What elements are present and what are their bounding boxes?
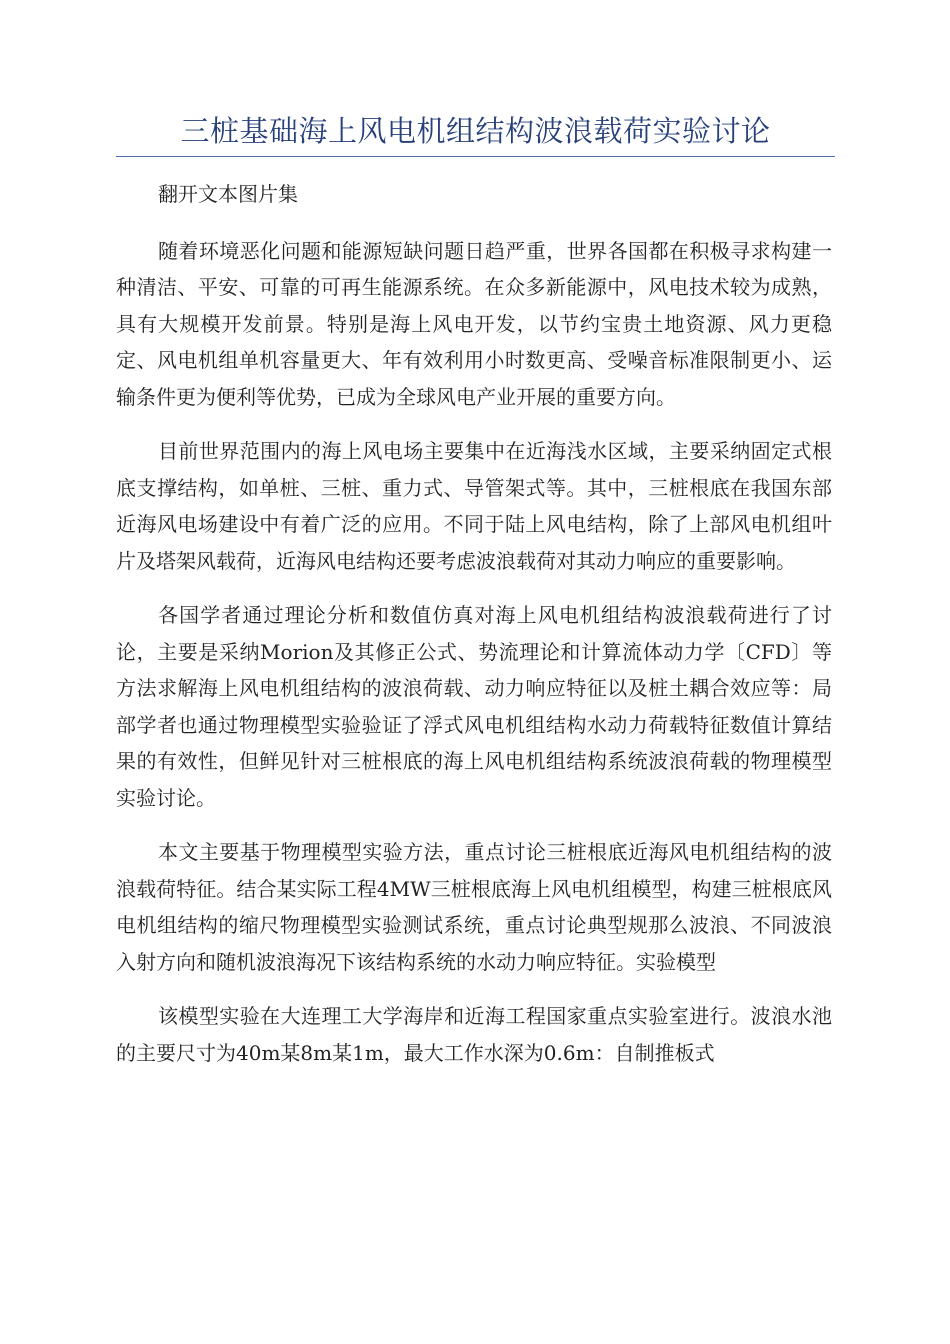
paragraph-experiment-setup: 该模型实验在大连理工大学海岸和近海工程国家重点实验室进行。波浪水池的主要尺寸为40m某8m某1m，最大工作水深为0.6m：自制推板式: [116, 1004, 832, 1065]
document-title: 三桩基础海上风电机组结构波浪载荷实验讨论: [180, 114, 771, 148]
paragraph-research-review: 各国学者通过理论分析和数值仿真对海上风电机组结构波浪载荷进行了讨论，主要是采纳Morion及其修正公式、势流理论和计算流体动力学〔CFD〕等方法求解海上风电机组结构的波浪荷载、动力响应特征以及桩土耦合效应等：局部学者也通过物理模型实验验证了浮式风电机组结构水动力荷载特征数值计算结果的有效性，但鲜见针对三桩根底的海上风电机组结构系统波浪荷载的物理模型实验讨论。: [116, 603, 832, 810]
title-block: [116, 108, 835, 157]
paragraph-background: 随着环境恶化问题和能源短缺问题日趋严重，世界各国都在积极寻求构建一种清洁、平安、可靠的可再生能源系统。在众多新能源中，风电技术较为成熟，具有大规模开发前景。特别是海上风电开发，以节约宝贵土地资源、风力更稳定、风电机组单机容量更大、年有效利用小时数更高、受噪音标准限制更小、运输条件更为便利等优势，已成为全球风电产业开展的重要方向。: [116, 238, 832, 409]
paragraph-image-collection-link: 翻开文本图片集: [158, 182, 298, 206]
document-body: [116, 176, 832, 1089]
paragraph-offshore-foundations: 目前世界范围内的海上风电场主要集中在近海浅水区域，主要采纳固定式根底支撑结构，如单桩、三桩、重力式、导管架式等。其中，三桩根底在我国东部近海风电场建设中有着广泛的应用。不同于陆上风电结构，除了上部风电机组叶片及塔架风载荷，近海风电结构还要考虑波浪载荷对其动力响应的重要影响。: [116, 439, 832, 573]
paragraph-study-scope: 本文主要基于物理模型实验方法，重点讨论三桩根底近海风电机组结构的波浪载荷特征。结合某实际工程4MW三桩根底海上风电机组模型，构建三桩根底风电机组结构的缩尺物理模型实验测试系统，重点讨论典型规那么波浪、不同波浪入射方向和随机波浪海况下该结构系统的水动力响应特征。实验模型: [116, 840, 832, 974]
